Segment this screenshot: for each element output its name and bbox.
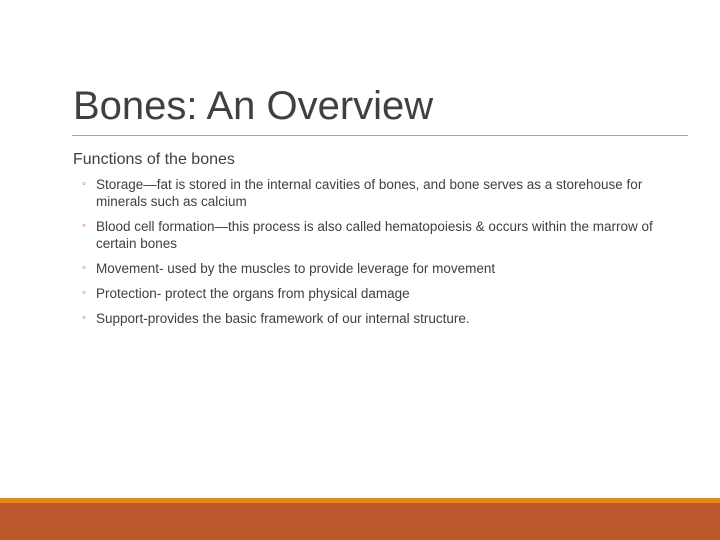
- bullet-circle-icon: ◦: [82, 312, 86, 324]
- bullet-text: Protection- protect the organs from physical damage: [96, 286, 410, 301]
- bullet-item-storage: [82, 176, 682, 210]
- bullet-item-protection: [82, 285, 682, 302]
- bullet-item-blood-cell-formation: [82, 218, 682, 252]
- bullet-text: Movement- used by the muscles to provide leverage for movement: [96, 261, 496, 276]
- footer-band: [0, 503, 720, 540]
- bullet-circle-icon: ◦: [82, 262, 86, 274]
- bullet-list: [82, 176, 682, 335]
- bullet-circle-icon: ◦: [82, 178, 86, 190]
- bullet-item-support: [82, 310, 682, 327]
- slide-title: Bones: An Overview: [73, 84, 434, 128]
- bullet-text: Support-provides the basic framework of our internal structure.: [96, 311, 470, 326]
- bullet-item-movement: [82, 260, 682, 277]
- bullet-text: Blood cell formation—this process is also called hematopoiesis & occurs within the marrow of certain bones: [96, 219, 653, 251]
- title-divider: [72, 135, 688, 136]
- slide-subtitle: Functions of the bones: [73, 151, 235, 168]
- bullet-circle-icon: ◦: [82, 220, 86, 232]
- bullet-text: Storage—fat is stored in the internal cavities of bones, and bone serves as a storehouse for minerals such as calcium: [96, 177, 643, 209]
- bullet-circle-icon: ◦: [82, 287, 86, 299]
